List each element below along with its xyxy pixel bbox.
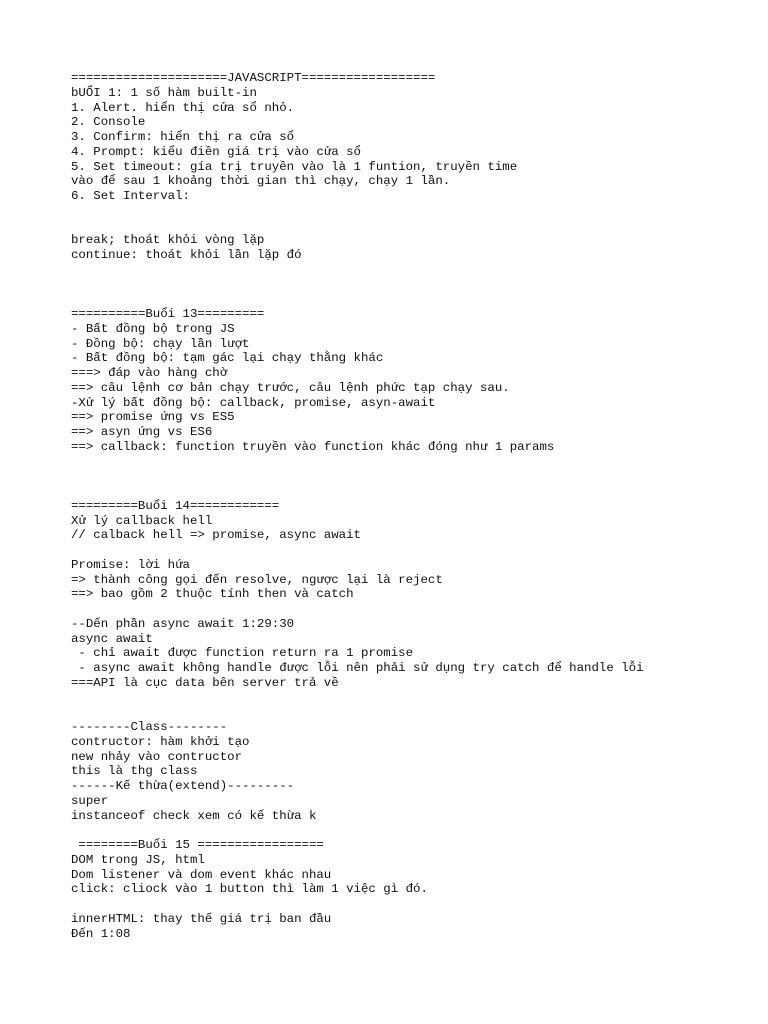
line-set-timeout-cont: vào để sau 1 khoảng thời gian thì chạy, chạy 1 lần. xyxy=(71,174,451,189)
line-buoi-13-header: ==========Buổi 13========= xyxy=(71,307,265,321)
line-click: click: cliock vào 1 button thì làm 1 việc gì đó. xyxy=(71,882,428,897)
blank-line xyxy=(71,219,711,234)
blank-line xyxy=(71,705,711,720)
blank-line xyxy=(71,484,711,499)
line-confirm: 3. Confirm: hiển thị ra cửa sổ xyxy=(71,130,295,144)
line-api: ===API là cục data bên server trả về xyxy=(71,675,339,690)
line-async-in-js: - Bất đồng bộ trong JS xyxy=(71,321,235,336)
blank-line xyxy=(71,278,711,293)
line-await-promise: - chỉ await được function return ra 1 promise xyxy=(71,646,414,661)
line-constructor: contructor: hàm khởi tạo xyxy=(71,734,250,749)
line-alert: 1. Alert. hiển thị cửa sổ nhỏ. xyxy=(71,100,295,115)
line-dom: DOM trong JS, html xyxy=(71,852,205,867)
line-innerhtml: innerHTML: thay thế giá trị ban đầu xyxy=(71,911,332,926)
blank-line xyxy=(71,823,711,838)
line-console: 2. Console xyxy=(71,115,146,130)
line-resolve-reject: => thành công gọi đến resolve, ngược lại là reject xyxy=(71,572,443,587)
blank-line xyxy=(71,292,711,307)
line-extend-header: ------Kế thừa(extend)--------- xyxy=(71,779,295,793)
line-order: ==> câu lệnh cơ bản chạy trước, câu lệnh phức tạp chạy sau. xyxy=(71,380,510,395)
line-async-await-time: --Dến phần async await 1:29:30 xyxy=(71,616,295,631)
line-instanceof: instanceof check xem có kế thừa k xyxy=(71,808,317,823)
line-callback-hell: Xử lý callback hell xyxy=(71,513,213,528)
line-javascript-header: =====================JAVASCRIPT================== xyxy=(71,71,436,85)
line-this: this là thg class xyxy=(71,764,198,779)
blank-line xyxy=(71,602,711,617)
line-try-catch: - async await không handle được lỗi nên phải sử dụng try catch để handle lỗi xyxy=(71,661,644,675)
line-dom-listener: Dom listener và dom event khác nhau xyxy=(71,867,332,882)
line-set-interval: 6. Set Interval: xyxy=(71,189,190,203)
line-continue: continue: thoát khỏi lần lặp đó xyxy=(71,248,302,262)
line-buoi-14-header: =========Buổi 14============ xyxy=(71,498,280,513)
line-promise-es5: ==> promise ứng vs ES5 xyxy=(71,410,235,425)
blank-line xyxy=(71,204,711,219)
blank-line xyxy=(71,897,711,912)
line-buoi-1-title: bUỔI 1: 1 số hàm built-in xyxy=(71,85,257,100)
line-queue: ===> đáp vào hàng chờ xyxy=(71,366,228,380)
line-async-await: async await xyxy=(71,631,153,646)
line-class-header: --------Class-------- xyxy=(71,720,228,734)
line-new: new nhảy vào contructor xyxy=(71,749,243,764)
blank-line xyxy=(71,263,711,278)
blank-line xyxy=(71,455,711,470)
document-page xyxy=(71,71,711,941)
line-async: - Bất đồng bộ: tạm gác lại chạy thằng khác xyxy=(71,351,384,366)
blank-line xyxy=(71,469,711,484)
line-promise: Promise: lời hứa xyxy=(71,557,190,572)
line-set-timeout: 5. Set timeout: gía trị truyền vào là 1 funtion, truyền time xyxy=(71,159,518,174)
line-prompt: 4. Prompt: kiểu điền giá trị vào cửa sổ xyxy=(71,144,361,159)
line-handling: -Xử lý bất đồng bộ: callback, promise, asyn-await xyxy=(71,395,436,410)
line-break: break; thoát khỏi vòng lặp xyxy=(71,233,265,248)
line-callback-hell-comment: // calback hell => promise, async await xyxy=(71,528,361,543)
line-then-catch: ==> bao gồm 2 thuộc tính then và catch xyxy=(71,587,354,602)
blank-line xyxy=(71,691,711,706)
line-super: super xyxy=(71,793,109,808)
line-den-1-08: Đến 1:08 xyxy=(71,926,131,941)
line-buoi-15-header: ========Buổi 15 ================= xyxy=(71,838,324,852)
line-sync: - Đồng bộ: chạy lần lượt xyxy=(71,336,250,351)
line-async-es6: ==> asyn ứng vs ES6 xyxy=(71,425,213,439)
line-callback-def: ==> callback: function truyền vào function khác đóng như 1 params xyxy=(71,439,555,454)
blank-line xyxy=(71,543,711,558)
